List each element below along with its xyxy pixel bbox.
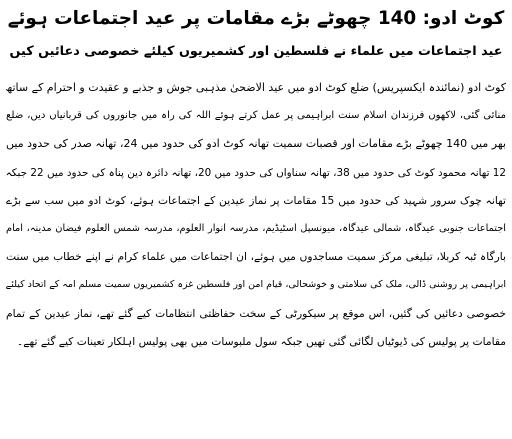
body-line: ابراہیمی پر روشنی ڈالی، ملک کی سلامتی و خوشحالی، قیام امن اور فلسطین غزہ کشمیریوں سمیت مسلم امہ کے اتحاد کیلئے bbox=[6, 279, 506, 291]
body-line: منائی گئی، لاکھوں فرزندان اسلام سنت ابراہیمی پر عمل کرتے ہوئے اللہ کی راہ میں جانوروں کی قربانیاں دیں، ضلع bbox=[6, 110, 506, 122]
article-body bbox=[6, 74, 506, 356]
subheadline: عید اجتماعات میں علماء نے فلسطین اور کشمیریوں کیلئے خصوصی دعائیں کیں bbox=[9, 44, 503, 59]
body-line: بارگاہ ٹبہ کربلا، تبلیغی مرکز سمیت مساجدوں میں ہوئے، ان اجتماعات میں علماء کرام نے اپنے خطاب میں سنت bbox=[6, 250, 506, 264]
headline: کوٹ ادو: 140 چھوٹے بڑے مقامات پر عید اجتماعات ہوئے bbox=[7, 8, 505, 29]
body-line: خصوصی دعائیں کی گئیں، اس موقع پر سیکورٹی کے سخت حفاظتی انتظامات کیے گئے تھے، نماز عیدین کے تمام bbox=[6, 306, 506, 320]
body-line: اجتماعات جنوبی عیدگاہ، شمالی عیدگاہ، میونسپل اسٹیڈیم، مدرسہ انوار العلوم، مدرسہ شمس العلوم فیضان مدینہ، امام bbox=[6, 223, 506, 235]
body-line: کوٹ ادو (نمائندہ ایکسپریس) ضلع کوٹ ادو میں عید الاضحیٰ مذہبی جوش و جذبے و عقیدت و احترام کے ساتھ bbox=[6, 81, 506, 94]
body-line: 12 تھانہ محمود کوٹ کی حدود میں 38، تھانہ سناواں کی حدود میں 20، تھانہ دائرہ دین پناہ کی حدود میں 22 جبکہ bbox=[6, 166, 506, 179]
body-line: بھر میں 140 چھوٹے بڑے مقامات اور قصبات سمیت تھانہ کوٹ ادو کی حدود میں 24، تھانہ صدر کی حدود میں bbox=[6, 137, 506, 151]
body-line: تھانہ چوک سرور شہید کی حدود میں 15 مقامات پر نماز عیدین کے اجتماعات ہوئے، کوٹ ادو میں سب سے بڑے bbox=[6, 193, 506, 207]
body-line: مقامات پر پولیس کی ڈیوٹیاں لگائی گئی تھیں جبکہ سول ملبوسات میں بھی پولیس اہلکار تعینات کیے گئے تھے۔ bbox=[17, 334, 506, 348]
